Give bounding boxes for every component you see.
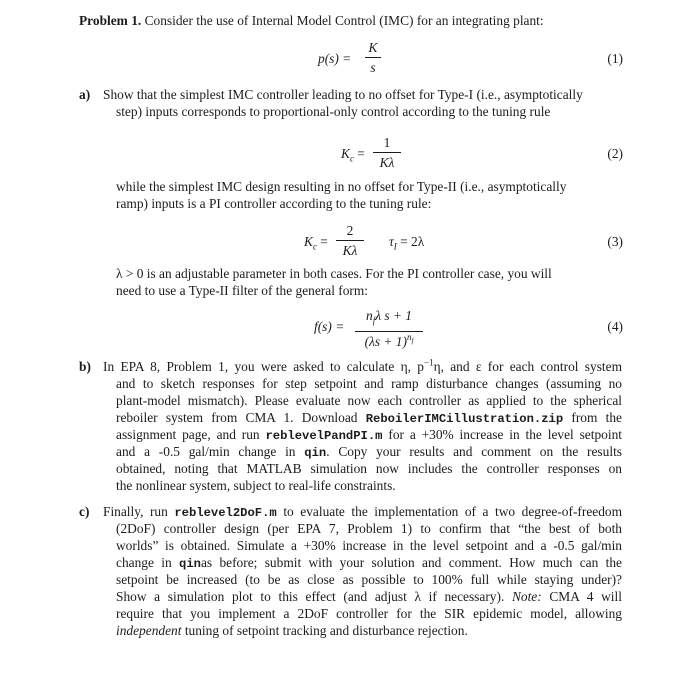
- note-label: Note:: [511, 589, 542, 604]
- problem-intro: Consider the use of Internal Model Control (IMC) for an integrating plant:: [144, 13, 544, 28]
- eq2-lhs: $K_c$ =: [341, 146, 365, 164]
- eq1-lhs: p(s) =: [318, 51, 352, 66]
- part-a-label: a): [79, 87, 91, 102]
- eq3-numerator: 2: [346, 223, 354, 238]
- reblevel-2dof-filename: reblevel2DoF.m: [174, 506, 277, 520]
- part-c-line5: setpoint be increased (to be as close as possible to 100% full while staying under)?: [116, 572, 622, 587]
- eq1-number: (1): [607, 51, 623, 66]
- part-a-line5: λ > 0 is an adjustable parameter in both cases. For the PI controller case, you will: [116, 266, 552, 281]
- part-b-line6: and a -0.5 gal/min change in qin. Copy your results and comment on the results: [116, 444, 622, 460]
- eq1-numerator: K: [368, 40, 378, 55]
- part-a-line6: need to use a Type-II filter of the general form:: [116, 283, 369, 298]
- eq2-denominator: Kλ: [379, 155, 395, 170]
- eq4-denominator: $(\lambda s + 1)^{n_f}$: [364, 332, 414, 349]
- eq4-numerator: $n_f\lambda$ s + 1: [365, 308, 412, 326]
- part-c-line8: independent tuning of setpoint tracking and disturbance rejection.: [116, 623, 468, 638]
- eq3-fraction: [336, 222, 364, 259]
- reboiler-zip-filename: ReboilerIMCillustration.zip: [365, 412, 564, 426]
- part-c-line4: change in qinas before; submit with your solution and comment. How much can the: [116, 555, 622, 571]
- qin-variable-c: qin: [179, 557, 201, 571]
- part-b-line3: plant-model mismatch). Please evaluate now each controller as applied to the spherical: [116, 393, 622, 408]
- part-b-line2: and to sketch responses for step setpoint and ramp disturbance changes (assuming no: [116, 376, 622, 391]
- part-c-line6: Show a simulation plot to this effect (and adjust λ if necessary). Note: CMA 4 will: [116, 589, 622, 604]
- eq1-denominator: s: [370, 60, 376, 75]
- eq2-numerator: 1: [383, 135, 391, 150]
- part-a-line1: Show that the simplest IMC controller leading to no offset for Type-I (i.e., asymptotically: [103, 87, 583, 102]
- eq3-denominator: Kλ: [342, 243, 358, 258]
- part-b-line7: obtained, noting that MATLAB simulation now includes the controller responses on: [116, 461, 622, 476]
- part-c-label: c): [79, 504, 90, 519]
- eq2-number: (2): [607, 146, 623, 161]
- part-c-line3: worlds” is obtained. Simulate a +30% increase in the level setpoint and a -0.5 gal/min: [116, 538, 622, 553]
- part-b-label: b): [79, 359, 91, 374]
- part-b-line1: In EPA 8, Problem 1, you were asked to calculate η, $p^{-1}\eta$, and ε for each control system: [103, 357, 622, 374]
- reblevel-pandpi-filename: reblevelPandPI.m: [265, 429, 383, 443]
- part-a-line2: step) inputs corresponds to proportional-only control according to the tuning rule: [116, 104, 551, 119]
- qin-variable: qin: [304, 446, 327, 460]
- problem-intro-line: [79, 12, 544, 29]
- eq3-tau: $\tau_I = 2\lambda$: [389, 234, 425, 252]
- eq3-number: (3): [607, 234, 623, 249]
- part-b-line8: the nonlinear system, subject to real-life constraints.: [116, 478, 396, 493]
- eq4-number: (4): [607, 319, 623, 334]
- eq4-fraction: [355, 307, 423, 350]
- eq4-lhs: f(s) =: [314, 319, 345, 334]
- eq2-fraction: [373, 134, 401, 171]
- problem-title: Problem 1.: [79, 13, 142, 28]
- part-c-line7: require that you implement a 2DoF controller for the SIR epidemic model, allowing: [116, 606, 622, 621]
- eq3-lhs: $K_c$ =: [304, 234, 328, 252]
- part-a-line4: ramp) inputs is a PI controller according to the tuning rule:: [116, 196, 432, 211]
- part-b-line4: reboiler system from CMA 1. Download ReboilerIMCillustration.zip from the: [116, 410, 622, 426]
- part-b-line5: assignment page, and run reblevelPandPI.m for a +30% increase in the level setpoint: [116, 427, 622, 443]
- part-c-line2: (2DoF) controller design (per EPA 7, Problem 1) to confirm that “the best of both: [116, 521, 622, 536]
- part-c-line1: Finally, run reblevel2DoF.m to evaluate the implementation of a two degree-of-freedom: [103, 504, 623, 520]
- eq1-fraction: [365, 39, 381, 76]
- part-a-line3: while the simplest IMC design resulting in no offset for Type-II (i.e., asymptotically: [116, 179, 567, 194]
